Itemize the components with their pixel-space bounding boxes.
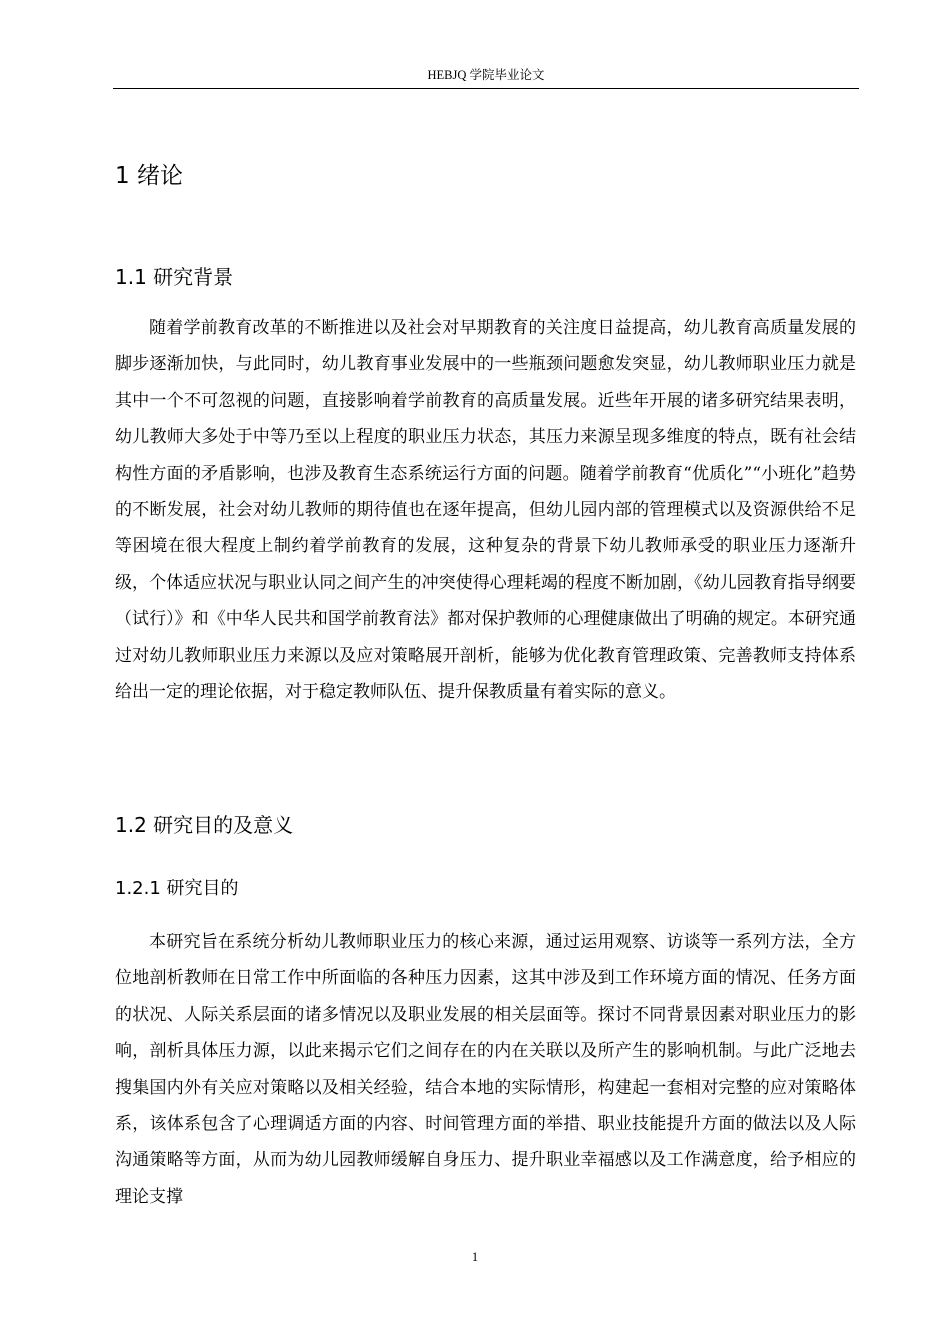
subsection-title-research-purpose: 1.2.1 研究目的 xyxy=(115,878,239,899)
chapter-title: 1 绪论 xyxy=(115,163,183,189)
page-header xyxy=(113,66,859,89)
paragraph-research-background: 随着学前教育改革的不断推进以及社会对早期教育的关注度日益提高，幼儿教育高质量发展的脚步逐渐加快，与此同时，幼儿教育事业发展中的一些瓶颈问题愈发突显，幼儿教师职业压力就是其中一个不可忽视的问题，直接影响着学前教育的高质量发展。近些年开展的诸多研究结果表明，幼儿教师大多处于中等乃至以上程度的职业压力状态，其压力来源呈现多维度的特点，既有社会结构性方面的矛盾影响，也涉及教育生态系统运行方面的问题。随着学前教育“优质化”“小班化”趋势的不断发展，社会对幼儿教师的期待值也在逐年提高，但幼儿园内部的管理模式以及资源供给不足等困境在很大程度上制约着学前教育的发展，这种复杂的背景下幼儿教师承受的职业压力逐渐升级，个体适应状况与职业认同之间产生的冲突使得心理耗竭的程度不断加剧，《幼儿园教育指导纲要（试行）》和《中华人民共和国学前教育法》都对保护教师的心理健康做出了明确的规定。本研究通过对幼儿教师职业压力来源以及应对策略展开剖析，能够为优化教育管理政策、完善教师支持体系给出一定的理论依据，对于稳定教师队伍、提升保教质量有着实际的意义。 xyxy=(115,318,856,703)
paragraph-research-purpose: 本研究旨在系统分析幼儿教师职业压力的核心来源，通过运用观察、访谈等一系列方法，全方位地剖析教师在日常工作中所面临的各种压力因素，这其中涉及到工作环境方面的情况、任务方面的状况、人际关系层面的诸多情况以及职业发展的相关层面等。探讨不同背景因素对职业压力的影响，剖析具体压力源，以此来揭示它们之间存在的内在关联以及所产生的影响机制。与此广泛地去搜集国内外有关应对策略以及相关经验，结合本地的实际情形，构建起一套相对完整的应对策略体系，该体系包含了心理调适方面的内容、时间管理方面的举措、职业技能提升方面的做法以及人际沟通策略等方面，从而为幼儿园教师缓解自身压力、提升职业幸福感以及工作满意度，给予相应的理论支撑 xyxy=(115,932,856,1207)
header-title: HEBJQ 学院毕业论文 xyxy=(427,68,545,82)
section-title-purpose-and-significance: 1.2 研究目的及意义 xyxy=(115,813,294,837)
page-number: 1 xyxy=(471,1250,479,1264)
section-title-research-background: 1.1 研究背景 xyxy=(115,265,234,289)
